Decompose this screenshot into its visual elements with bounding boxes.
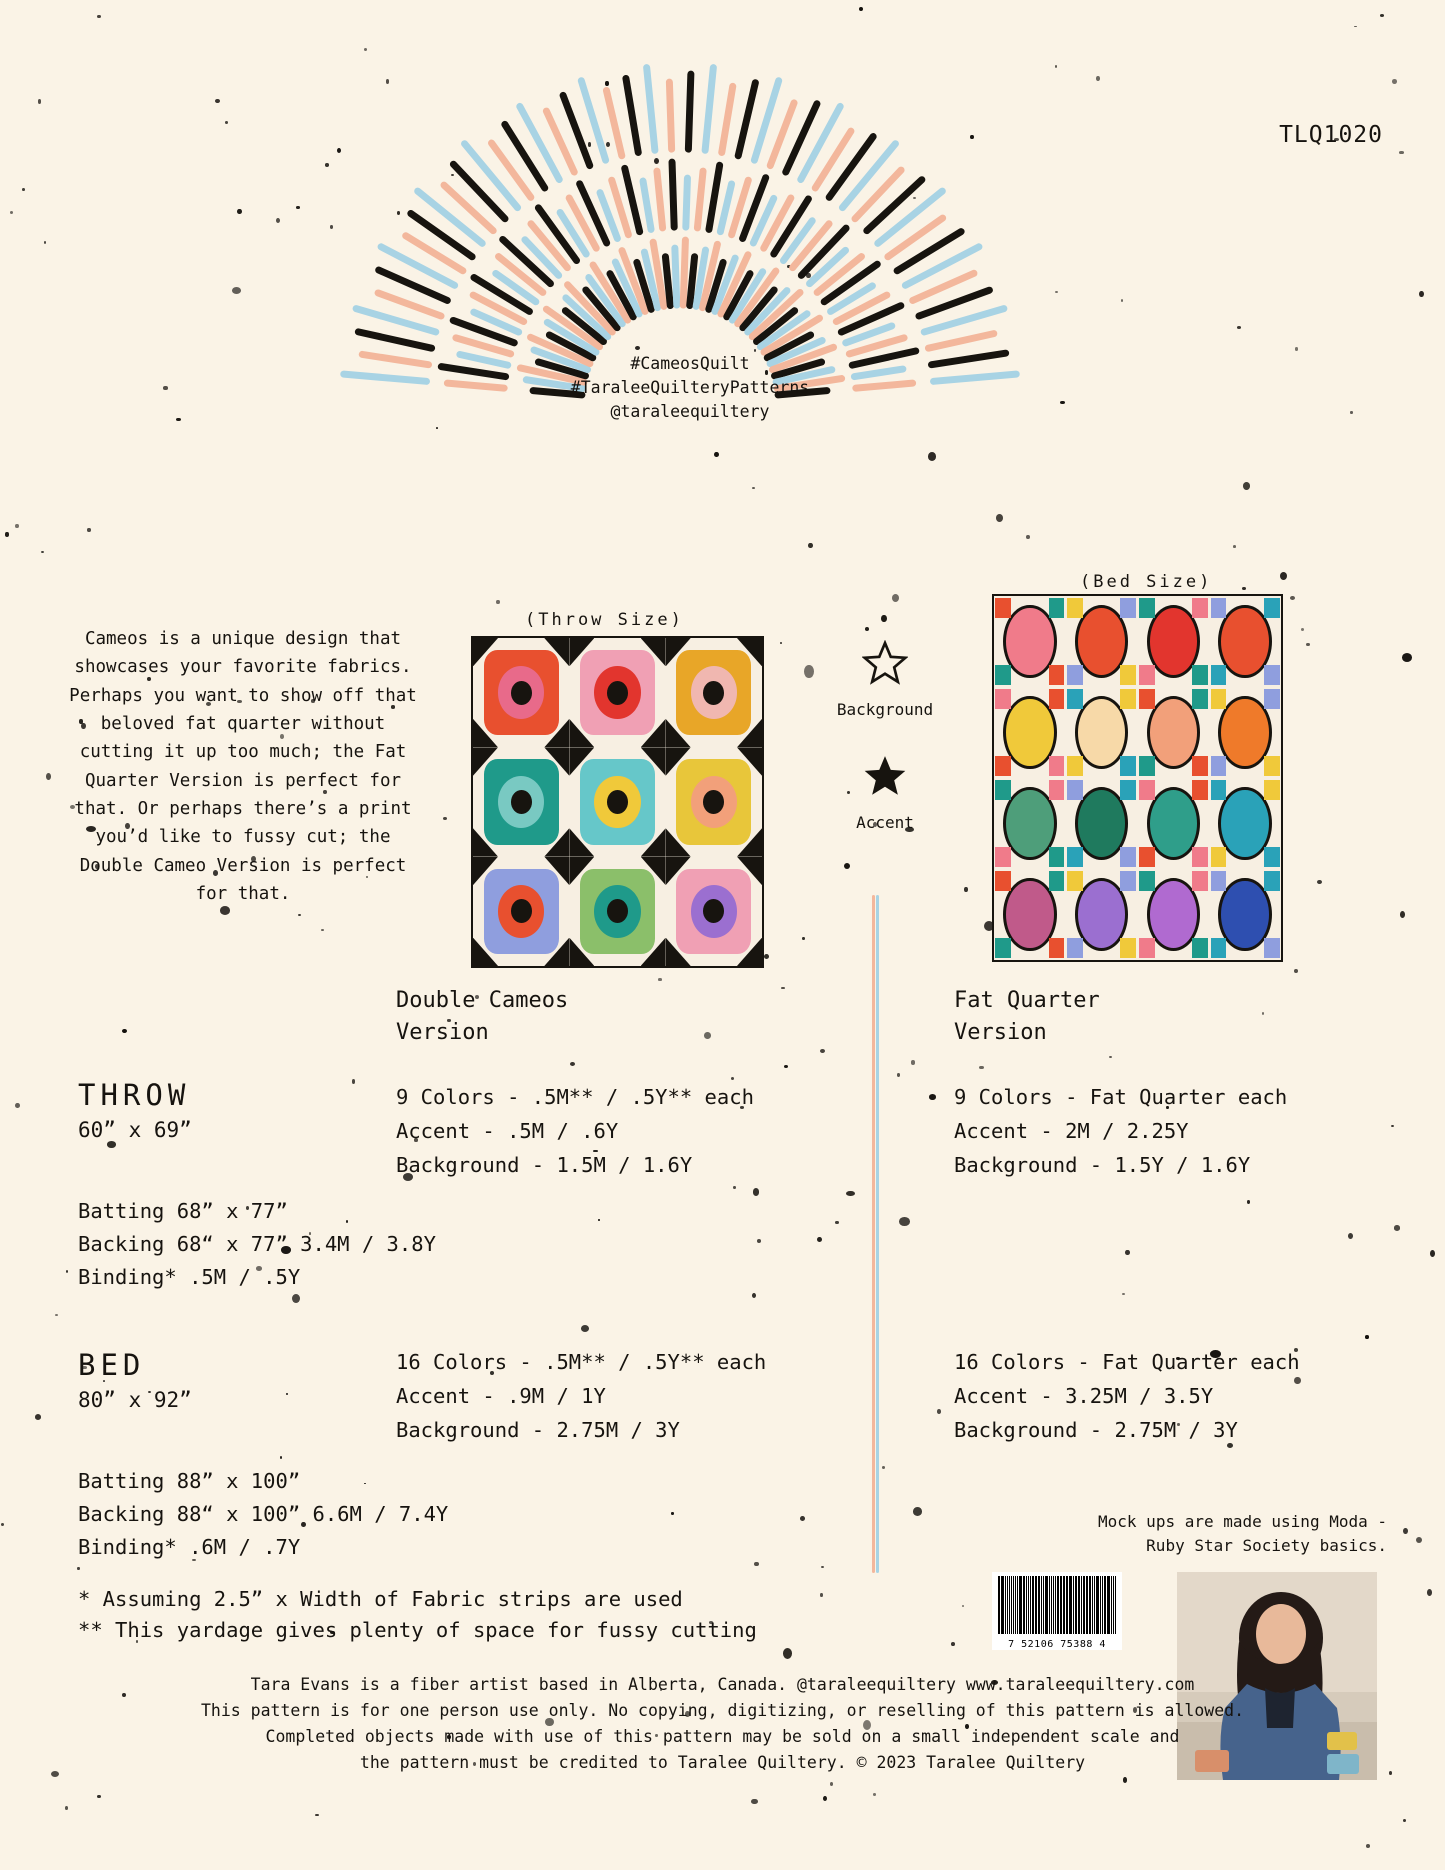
bed-double-line2: Accent - .9M / 1Y (396, 1384, 606, 1409)
throw-fq-line1: 9 Colors - Fat Quarter each (954, 1085, 1288, 1109)
double-cameos-version-heading (396, 985, 568, 1049)
footnote-2: ** This yardage gives plenty of space for fussy cutting (78, 1618, 757, 1642)
bed-backing: Backing 88“ x 100” 6.6M / 7.4Y (78, 1502, 449, 1527)
bed-quilt-label: (Bed Size) (1080, 572, 1213, 592)
background-legend-label: Background (836, 700, 934, 719)
star-outline-icon (862, 640, 908, 690)
throw-quilt-image (471, 636, 764, 968)
bed-fq-line2: Accent - 3.25M / 3.5Y (954, 1384, 1214, 1409)
hashtag-block (560, 352, 820, 424)
quilt-block (994, 596, 1066, 687)
footer-line-4: the pattern must be credited to Taralee Quiltery. © 2023 Taralee Quiltery (359, 1753, 1086, 1773)
quilt-block (994, 778, 1066, 869)
quilt-block (1209, 687, 1281, 778)
fq-version-line2: Version (954, 1019, 1047, 1045)
bed-extras (78, 1465, 448, 1565)
throw-fq-line2: Accent - 2M / 2.25Y (954, 1119, 1189, 1144)
footer-line-3: Completed objects made with use of this pattern may be sold on a small independent scale and (265, 1727, 1180, 1747)
throw-double-yardage (396, 1080, 754, 1183)
quilt-block (569, 638, 665, 747)
bed-double-yardage (396, 1345, 766, 1448)
quilt-block (569, 857, 665, 966)
bed-batting: Batting 88” x 100” (78, 1469, 301, 1493)
bed-fq-line1: 16 Colors - Fat Quarter each (954, 1350, 1300, 1374)
throw-double-line2: Accent - .5M / .6Y (396, 1119, 619, 1144)
throw-binding: Binding* .5M / .5Y (78, 1265, 301, 1290)
star-filled-icon (862, 753, 908, 803)
quilt-block (1209, 778, 1281, 869)
bed-fq-line3: Background - 2.75M / 3Y (954, 1418, 1238, 1443)
bed-size-name: BED (78, 1348, 146, 1382)
quilt-block (569, 747, 665, 856)
quilt-block (473, 638, 569, 747)
footer-line-2: This pattern is for one person use only. No copying, digitizing, or reselling of this pattern is allowed. (200, 1701, 1245, 1721)
hashtag-1: #CameosQuilt (630, 354, 750, 373)
bed-binding: Binding* .6M / .7Y (78, 1535, 301, 1560)
footnote-1: * Assuming 2.5” x Width of Fabric strips are used (78, 1587, 683, 1611)
barcode (992, 1572, 1122, 1650)
quilt-block (1066, 869, 1138, 960)
footer-line-1: Tara Evans is a fiber artist based in Alberta, Canada. @taraleequiltery www.taraleequiltery.com (250, 1675, 1195, 1694)
double-version-line2: Version (396, 1019, 489, 1045)
bed-double-line3: Background - 2.75M / 3Y (396, 1418, 680, 1443)
quilt-block (1138, 596, 1210, 687)
bed-double-line1: 16 Colors - .5M** / .5Y** each (396, 1350, 767, 1374)
fq-version-line1: Fat Quarter (954, 988, 1100, 1013)
throw-quilt-label: (Throw Size) (525, 610, 684, 630)
bed-fat-quarter-yardage (954, 1345, 1300, 1448)
quilt-block (994, 687, 1066, 778)
quilt-block (1066, 687, 1138, 778)
hashtag-3: @taraleequiltery (610, 401, 770, 421)
bed-quilt-image (992, 594, 1283, 962)
fat-quarter-version-heading (954, 985, 1100, 1049)
footer-text (0, 1672, 1445, 1776)
quilt-block (1138, 687, 1210, 778)
throw-double-line1: 9 Colors - .5M** / .5Y** each (396, 1085, 754, 1109)
quilt-block (1066, 596, 1138, 687)
barcode-bars (998, 1576, 1116, 1634)
throw-batting: Batting 68” x 77” (78, 1199, 288, 1223)
hashtag-2: #TaraleeQuilteryPatterns (570, 377, 810, 397)
throw-fat-quarter-yardage (954, 1080, 1287, 1183)
quilt-block (666, 747, 762, 856)
quilt-block (1138, 778, 1210, 869)
accent-legend-label: Accent (856, 813, 914, 832)
barcode-number: 7 52106 75388 4 (1008, 1639, 1106, 1650)
throw-fq-line3: Background - 1.5Y / 1.6Y (954, 1153, 1251, 1178)
mockup-note: Mock ups are made using Moda - Ruby Star Society basics. (1098, 1512, 1387, 1555)
throw-size-dimensions: 60” x 69” (78, 1118, 192, 1142)
throw-double-line3: Background - 1.5M / 1.6Y (396, 1153, 693, 1178)
throw-extras (78, 1195, 436, 1295)
pattern-code: TLQ1020 (1279, 122, 1383, 148)
quilt-block (1209, 869, 1281, 960)
quilt-block (666, 857, 762, 966)
throw-size-name: THROW (78, 1078, 191, 1112)
quilt-block (1066, 778, 1138, 869)
double-version-line1: Double Cameos (396, 988, 569, 1013)
quilt-block (994, 869, 1066, 960)
intro-paragraph: Cameos is a unique design that showcases your favorite fabrics. Perhaps you want to show off that beloved fat quarter without cutting it up too much; the Fat Quarter Version is perfect for that. Or perhaps there’s a print you’d like to fussy cut; the Double Cameo Version is perfect for that. (69, 629, 417, 905)
color-legend (820, 640, 950, 866)
quilt-block (473, 747, 569, 856)
quilt-block (1209, 596, 1281, 687)
throw-backing: Backing 68“ x 77” 3.4M / 3.8Y (78, 1232, 436, 1257)
quilt-block (473, 857, 569, 966)
quilt-block (1138, 869, 1210, 960)
quilt-block (666, 638, 762, 747)
vertical-divider (872, 895, 881, 1573)
bed-size-dimensions: 80” x 92” (78, 1388, 192, 1412)
